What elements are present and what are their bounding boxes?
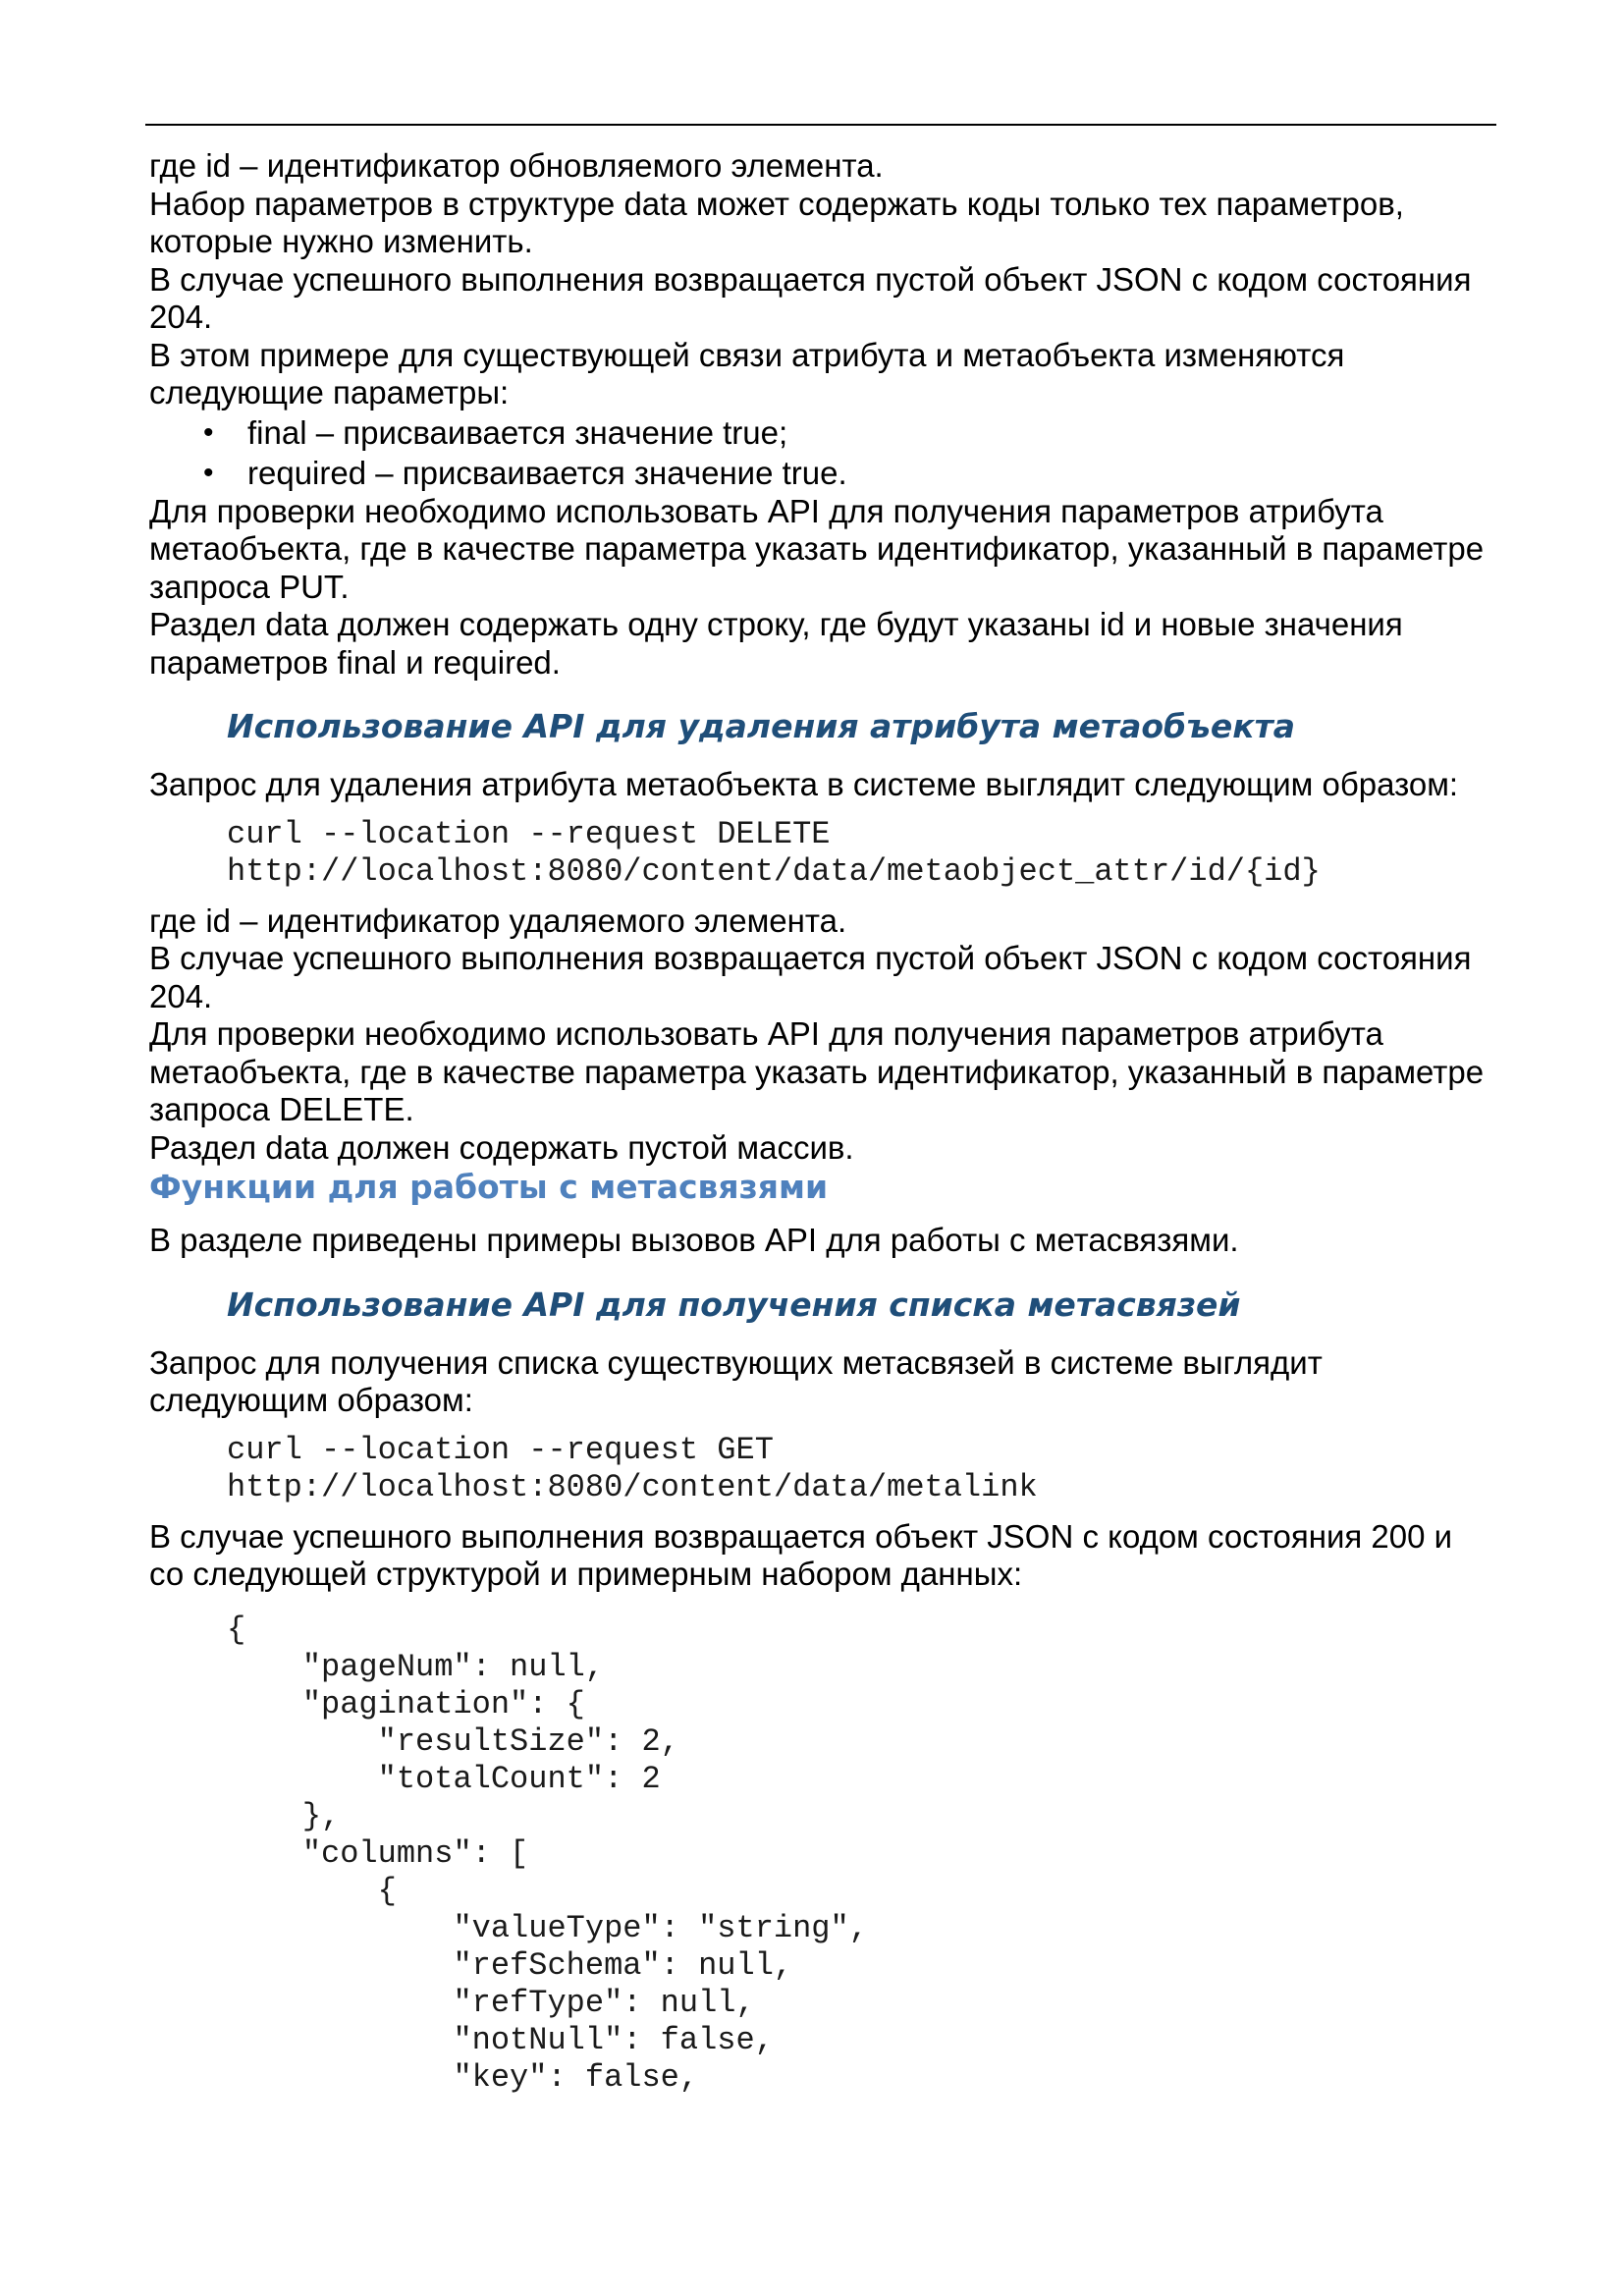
paragraph-success-204: В случае успешного выполнения возвращается пустой объект JSON с кодом состояния 204. bbox=[149, 260, 1472, 335]
heading-list-metalinks: Использование API для получения списка метасвязей bbox=[227, 1285, 1241, 1324]
paragraph-example-params: В этом примере для существующей связи атрибута и метаобъекта изменяются следующие параметры: bbox=[149, 336, 1345, 410]
heading-delete-attribute: Использование API для удаления атрибута метаобъекта bbox=[227, 707, 1296, 745]
list-item-text: required – присваивается значение true. bbox=[247, 454, 847, 491]
paragraph-list-intro: Запрос для получения списка существующих метасвязей в системе выглядит следующим образом: bbox=[149, 1343, 1323, 1418]
list-item-text: final – присваивается значение true; bbox=[247, 413, 788, 451]
paragraph-delete-success: В случае успешного выполнения возвращается пустой объект JSON с кодом состояния 204. bbox=[149, 940, 1472, 1014]
code-get-request: curl --location --request GET http://localhost:8080/content/data/metalink bbox=[227, 1431, 1038, 1505]
bullet-icon: • bbox=[203, 415, 214, 449]
page-content bbox=[149, 147, 1494, 2108]
list-item bbox=[149, 453, 1494, 493]
code-json-response: { "pageNum": null, "pagination": { "resultSize": 2, "totalCount": 2 }, "columns": [ { "valueType": "string", "refSchema": null, "refType": null, "notNull": false, "key": false, bbox=[227, 1611, 868, 2096]
list-item bbox=[149, 412, 1494, 453]
code-delete-request: curl --location --request DELETE http://localhost:8080/content/data/metaobject_attr/id/{id} bbox=[227, 815, 1321, 890]
bullet-icon: • bbox=[203, 456, 214, 489]
bullet-list bbox=[149, 412, 1494, 493]
paragraph-data-row: Раздел data должен содержать одну строку, где будут указаны id и новые значения параметров final и required. bbox=[149, 606, 1403, 681]
paragraph-metalinks-intro: В разделе приведены примеры вызовов API для работы с метасвязями. bbox=[149, 1222, 1239, 1258]
paragraph-empty-array: Раздел data должен содержать пустой массив. bbox=[149, 1128, 854, 1166]
heading-metalinks: Функции для работы с метасвязями bbox=[149, 1168, 829, 1206]
paragraph-data-params: Набор параметров в структуре data может содержать коды только тех параметров, которые нужно изменить. bbox=[149, 185, 1404, 259]
paragraph-id-description: где id – идентификатор обновляемого элемента. bbox=[149, 147, 884, 184]
paragraph-list-result: В случае успешного выполнения возвращается объект JSON с кодом состояния 200 и со следующей структурой и примерным набором данных: bbox=[149, 1517, 1453, 1592]
paragraph-check-delete: Для проверки необходимо использовать API для получения параметров атрибута метаобъекта, где в качестве параметра указать идентификатор, указанный в параметре запроса DELETE. bbox=[149, 1015, 1485, 1127]
paragraph-check-put: Для проверки необходимо использовать API для получения параметров атрибута метаобъекта, где в качестве параметра указать идентификатор, указанный в параметре запроса PUT. bbox=[149, 492, 1485, 605]
paragraph-deleted-id: где id – идентификатор удаляемого элемента. bbox=[149, 902, 847, 939]
paragraph-delete-intro: Запрос для удаления атрибута метаобъекта в системе выглядит следующим образом: bbox=[149, 766, 1459, 802]
header-rule bbox=[145, 124, 1496, 126]
